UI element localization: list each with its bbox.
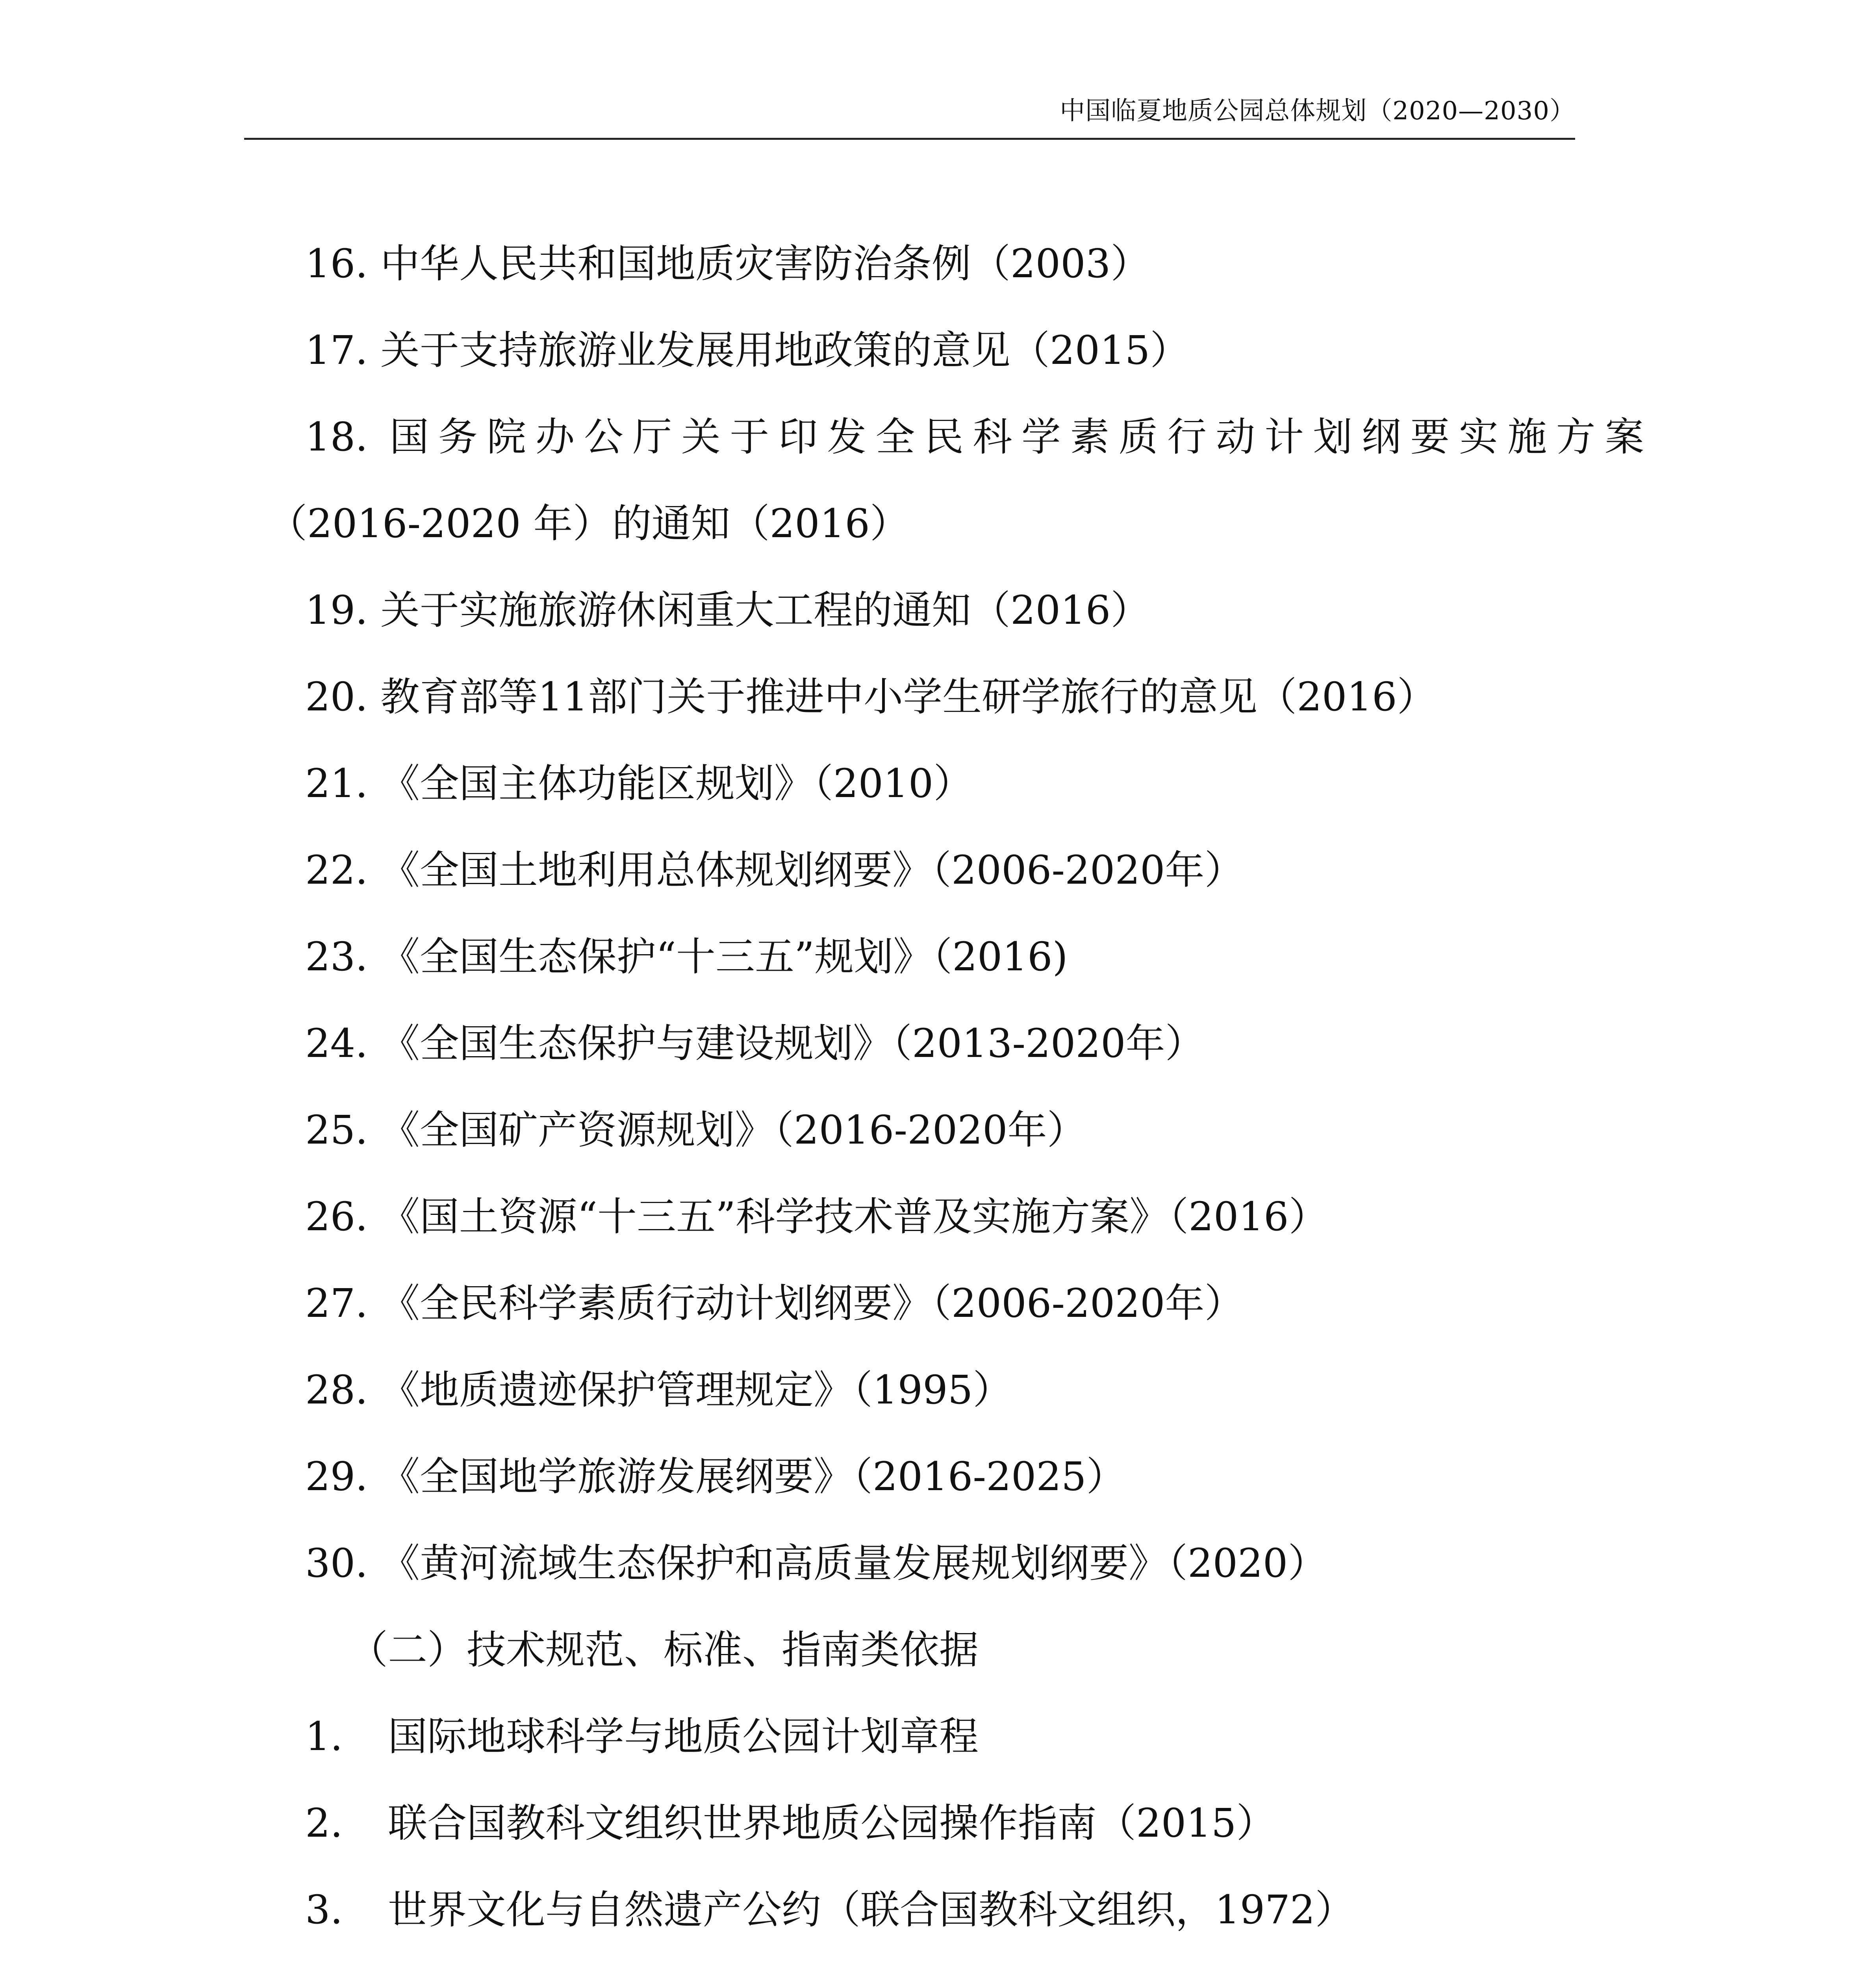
list-item-text: 《全国矿产资源规划》（2016-2020年） [380,1107,1086,1153]
list-item-text: 《全国地学旅游发展纲要》（2016-2025） [380,1454,1126,1500]
list-item-number: 29. [305,1454,368,1500]
list-item-number: 22. [305,847,368,893]
list-item [305,1278,1244,1329]
list-item-text: 国务院办公厅关于印发全民科学素质行动计划纲要实施方案 [389,414,1644,460]
list-item [305,1018,1205,1069]
list-item-text: 《全国主体功能区规划》（2010） [380,760,973,807]
list-item-number: 3. [305,1887,343,1933]
list-item [305,758,973,809]
list-item-number: 26. [305,1194,368,1240]
list-item-number: 24. [305,1020,368,1066]
list-item [305,1105,1086,1156]
list-item-text: （2016-2020 年）的通知（2016） [268,501,910,547]
list-item-number: 18. [305,414,368,460]
list-item-text: 教育部等11部门关于推进中小学生研学旅行的意见（2016） [380,674,1437,720]
list-item-number: 19. [305,587,368,633]
list-item [305,931,1068,983]
list-item-text: 联合国教科文组织世界地质公园操作指南（2015） [388,1800,1276,1846]
list-item [305,1365,1012,1416]
section-heading: （二）技术规范、标准、指南类依据 [349,1627,979,1673]
list-item-text: 《黄河流域生态保护和高质量发展规划纲要》（2020） [380,1540,1327,1586]
list-item-text: 《国土资源“十三五”科学技术普及实施方案》（2016） [380,1194,1328,1240]
list-item-number: 17. [305,327,368,373]
list-item-text: 《全国土地利用总体规划纲要》（2006-2020年） [380,847,1244,893]
list-item [305,671,1437,723]
list-item-text: 关于支持旅游业发展用地政策的意见（2015） [380,327,1190,373]
list-item [305,325,1189,376]
list-item-text: 关于实施旅游休闲重大工程的通知（2016） [380,587,1150,633]
list-item [305,1191,1328,1242]
list-item [305,1451,1126,1502]
list-item-number: 21. [305,760,368,807]
list-item-text: 《全民科学素质行动计划纲要》（2006-2020年） [380,1280,1244,1326]
list-item-number: 27. [305,1280,368,1326]
list-item-text: 《地质遗迹保护管理规定》（1995） [380,1367,1012,1413]
list-item-text: 世界文化与自然遗产公约（联合国教科文组织，1972） [388,1887,1355,1933]
list-item-text: 中华人民共和国地质灾害防治条例（2003） [380,241,1150,287]
list-item-text: 《全国生态保护与建设规划》（2013-2020年） [380,1020,1205,1066]
header-title: 中国临夏地质公园总体规划（2020—2030） [1060,96,1575,126]
list-item-continuation [268,498,909,549]
list-item-number: 23. [305,934,368,980]
list-item-text: 《全国生态保护“十三五”规划》（2016) [380,934,1068,980]
list-item-number: 16. [305,241,368,287]
list-item-number: 20. [305,674,368,720]
list-item-text: 国际地球科学与地质公园计划章程 [388,1713,979,1759]
list-item-number: 30. [305,1540,368,1586]
list-item-number: 2. [305,1800,343,1846]
list-item [305,585,1150,636]
list-item-number: 1. [305,1713,343,1759]
list-item [305,845,1244,896]
list-item [305,238,1150,289]
list-item-number: 28. [305,1367,368,1413]
list-item-number: 25. [305,1107,368,1153]
list-item [305,412,1644,463]
list-item [305,1538,1327,1589]
